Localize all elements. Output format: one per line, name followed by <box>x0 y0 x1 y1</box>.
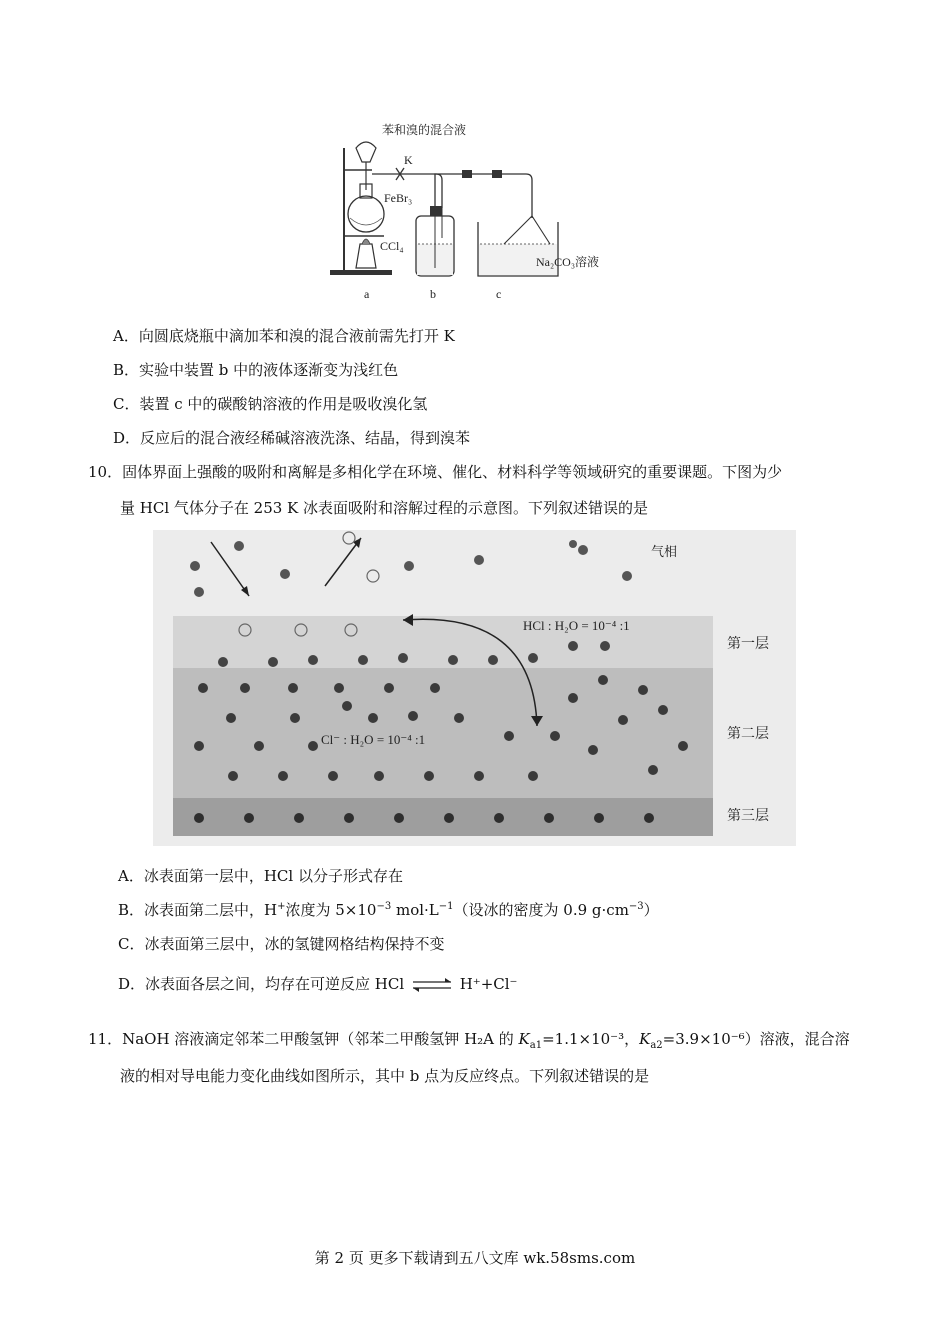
q10-option-c: C．冰表面第三层中，冰的氢键网格结构保持不变 <box>118 935 445 953</box>
q10-option-d: D．冰表面各层之间，均存在可逆反应 HCl H⁺+Cl⁻ <box>118 975 518 993</box>
round-bottom-flask <box>348 196 384 232</box>
stand-base <box>330 270 392 275</box>
na2co3-label: Na₂CO₃溶液 <box>536 255 600 269</box>
burner <box>356 244 376 268</box>
gas-phase-label: 气相 <box>651 544 678 559</box>
apparatus-diagram <box>326 118 626 308</box>
layer3-label: 第三层 <box>727 809 769 824</box>
q9-option-a: A．向圆底烧瓶中滴加苯和溴的混合液前需先打开 K <box>113 327 455 345</box>
q10-stem-line1: 10．固体界面上强酸的吸附和离解是多相化学在环境、催化、材料科学等领域研究的重要课题。下图为少 <box>88 463 783 481</box>
equilibrium-arrow-icon <box>409 975 455 995</box>
ccl4-label: CCl₄ <box>380 239 404 253</box>
valve-label: K <box>404 153 413 167</box>
layer1-label: 第一层 <box>727 637 769 652</box>
q9-option-d: D．反应后的混合液经稀碱溶液洗涤、结晶，得到溴苯 <box>113 429 471 447</box>
layer1-band <box>173 616 713 668</box>
catalyst-label: FeBr₃ <box>384 191 413 205</box>
q11-stem-line1: 11．NaOH 溶液滴定邻苯二甲酸氢钾（邻苯二甲酸氢钾 H₂A 的 $K_{a1}=1.1\times 10^{-3}$，$K_{a2}=3.9\times 10^{-6}$）溶液，混合溶 <box>88 1030 850 1051</box>
ice-surface-diagram <box>153 530 796 846</box>
ratio-hcl-label: HCl : H₂O = 10⁻⁴ :1 <box>523 618 630 633</box>
q9-option-b: B．实验中装置 b 中的液体逐渐变为浅红色 <box>113 361 399 379</box>
layer3-band <box>173 798 713 836</box>
apparatus-c-label: c <box>496 287 502 301</box>
dropping-funnel <box>356 142 376 162</box>
layer2-label: 第二层 <box>727 727 769 742</box>
layer2-band <box>173 668 713 798</box>
mix-label: 苯和溴的混合液 <box>382 123 467 137</box>
q11-stem-line2: 液的相对导电能力变化曲线如图所示，其中 b 点为反应终点。下列叙述错误的是 <box>120 1067 650 1085</box>
apparatus-b-label: b <box>430 287 436 301</box>
q10-stem-line2: 量 HCl 气体分子在 253 K 冰表面吸附和溶解过程的示意图。下列叙述错误的是 <box>120 499 649 517</box>
q10-option-a: A．冰表面第一层中，HCl 以分子形式存在 <box>118 867 403 885</box>
apparatus-a-label: a <box>364 287 370 301</box>
page-footer: 第 2 页 更多下载请到五八文库 wk.58sms.com <box>314 1249 636 1267</box>
q9-option-c: C．装置 c 中的碳酸钠溶液的作用是吸收溴化氢 <box>113 395 428 413</box>
ratio-cl-label: Cl⁻ : H₂O = 10⁻⁴ :1 <box>321 732 426 747</box>
q10-option-b: B．冰表面第二层中，H+浓度为 $5\times 10^{-3}$ $mol\cdot L^{-1}$（设冰的密度为 0.9 $g\cdot cm^{-3}$） <box>118 901 659 919</box>
